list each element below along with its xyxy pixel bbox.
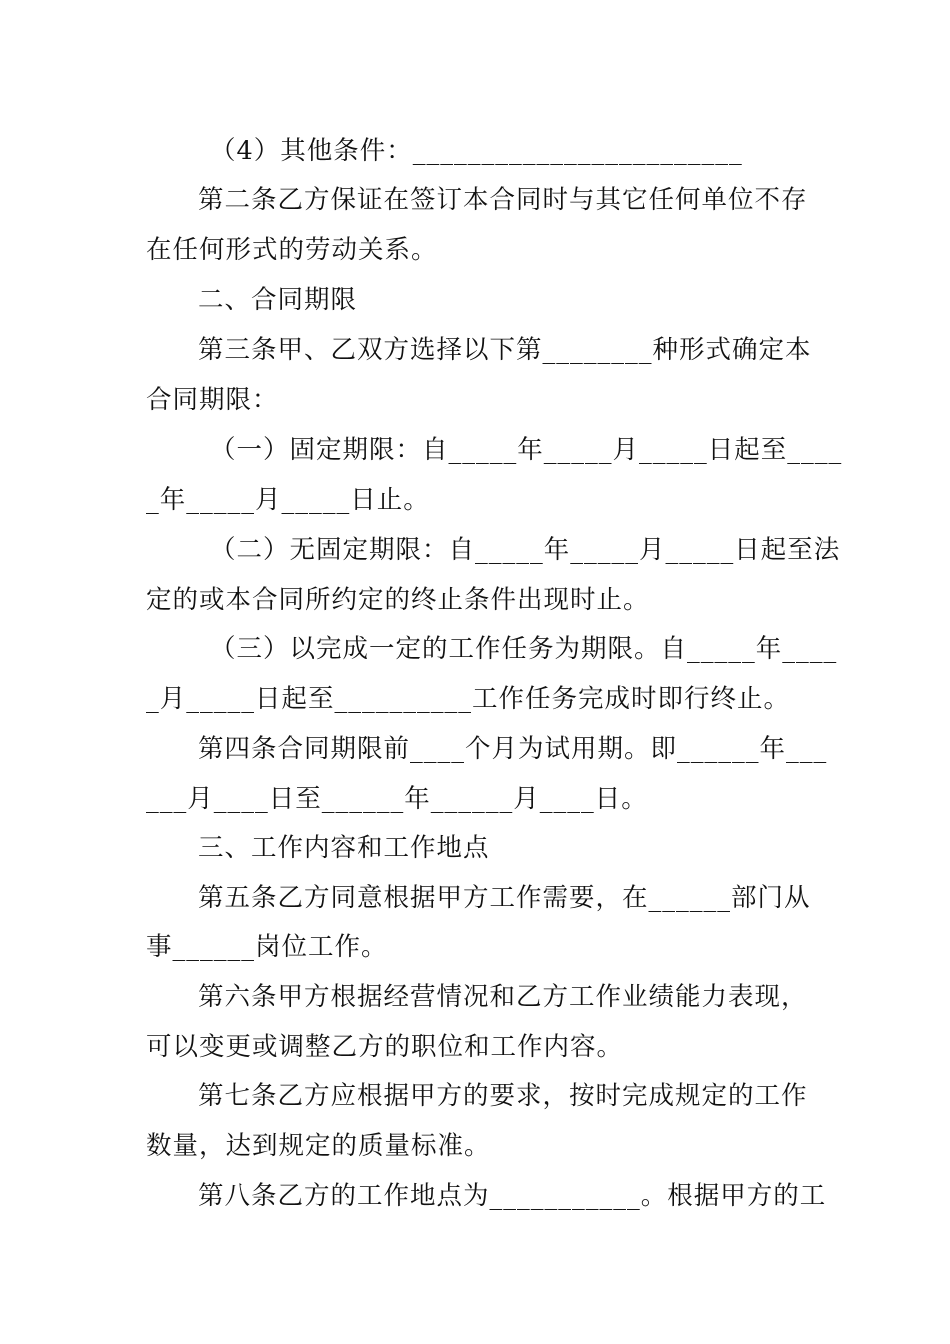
fixed-term-line-1: （一）固定期限：自_____年_____月_____日起至____	[210, 435, 843, 465]
section-heading-work-content: 三、工作内容和工作地点	[198, 833, 490, 863]
section-heading-contract-term: 二、合同期限	[198, 285, 358, 315]
task-term-line-1: （三）以完成一定的工作任务为期限。自_____年____	[210, 634, 838, 664]
article-5-line-2: 事______岗位工作。	[146, 932, 388, 962]
task-term-line-2: _月_____日起至__________工作任务完成时即行终止。	[146, 684, 791, 714]
article-8-line-1: 第八条乙方的工作地点为___________。根据甲方的工	[198, 1181, 827, 1211]
article-7-line-1: 第七条乙方应根据甲方的要求，按时完成规定的工作	[198, 1081, 808, 1111]
article-2-line-2: 在任何形式的劳动关系。	[146, 235, 438, 265]
article-6-line-2: 可以变更或调整乙方的职位和工作内容。	[146, 1032, 624, 1062]
clause-other-conditions: （4）其他条件：________________________	[210, 136, 743, 166]
article-3-line-2: 合同期限：	[146, 385, 279, 415]
article-7-line-2: 数量，达到规定的质量标准。	[146, 1131, 491, 1161]
open-term-line-2: 定的或本合同所约定的终止条件出现时止。	[146, 585, 650, 615]
article-4-line-2: ___月____日至______年______月____日。	[146, 784, 648, 814]
open-term-line-1: （二）无固定期限：自_____年_____月_____日起至法	[210, 535, 841, 565]
article-6-line-1: 第六条甲方根据经营情况和乙方工作业绩能力表现，	[198, 982, 808, 1012]
article-2-line-1: 第二条乙方保证在签订本合同时与其它任何单位不存	[198, 185, 808, 215]
article-4-line-1: 第四条合同期限前____个月为试用期。即______年___	[198, 734, 828, 764]
article-3-line-1: 第三条甲、乙双方选择以下第________种形式确定本	[198, 335, 812, 365]
article-5-line-1: 第五条乙方同意根据甲方工作需要，在______部门从	[198, 883, 811, 913]
fixed-term-line-2: _年_____月_____日止。	[146, 485, 430, 515]
